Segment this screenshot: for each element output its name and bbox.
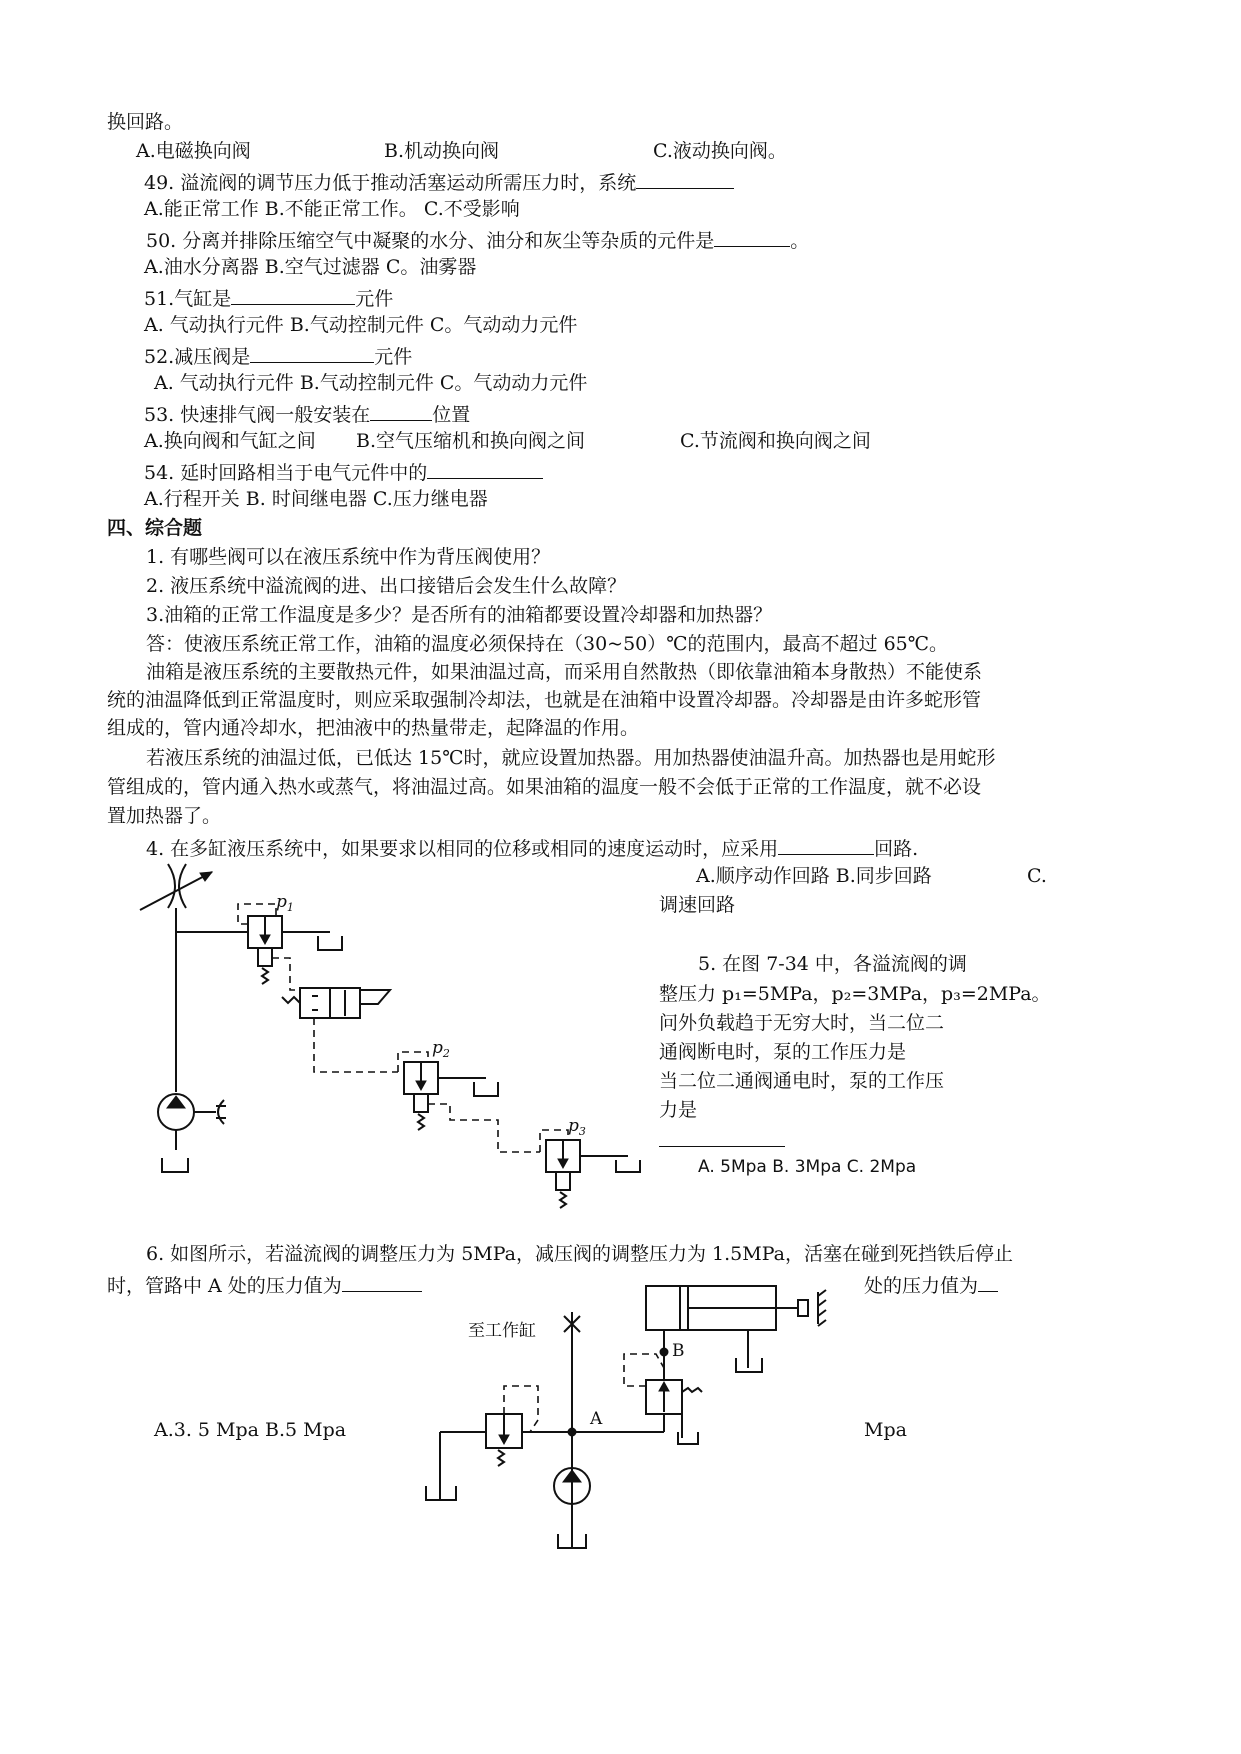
q49-text: 49. 溢流阀的调节压力低于推动活塞运动所需压力时，系统 [144, 170, 734, 195]
q5-line3: 问外负载趋于无穷大时，当二位二 [659, 1012, 945, 1034]
label-p1: $p_1$ [276, 892, 294, 914]
q54-options: A.行程开关 B. 时间继电器 C.压力继电器 [144, 488, 488, 510]
comprehensive-q4: 4. 在多缸液压系统中，如果要求以相同的位移或相同的速度运动时，应采用 回路. [146, 838, 919, 860]
q53-option-c: C.节流阀和换向阀之间 [680, 430, 871, 452]
q6-unit: Mpa [864, 1419, 907, 1441]
q49-options: A.能正常工作 B.不能正常工作。 C.不受影响 [144, 198, 520, 220]
line-continuation: 换回路。 [107, 111, 184, 133]
answer-para1-line3: 组成的，管内通冷却水，把油液中的热量带走，起降温的作用。 [107, 717, 640, 739]
answer-para1-line1: 油箱是液压系统的主要散热元件，如果油温过高，而采用自然散热（即依靠油箱本身散热）不能使系 [146, 661, 983, 683]
q4-option-c-text: 调速回路 [659, 894, 736, 916]
comprehensive-q2: 2. 液压系统中溢流阀的进、出口接错后会发生什么故障？ [146, 575, 627, 597]
q5-line5: 当二位二通阀通电时，泵的工作压 [659, 1070, 945, 1092]
answer-para2-line2: 管组成的，管内通入热水或蒸气，将油温过高。如果油箱的温度一般不会低于正常的工作温度，就不必设 [107, 776, 982, 798]
answer-para1-line2: 统的油温降低到正常温度时，则应采取强制冷却法，也就是在油箱中设置冷却器。冷却器是由许多蛇形管 [107, 689, 982, 711]
q4-option-c-letter: C. [1027, 865, 1047, 887]
section-heading: 四、综合题 [107, 517, 203, 539]
relief-valve [426, 1386, 538, 1500]
q52-options: A. 气动执行元件 B.气动控制元件 C。气动动力元件 [154, 372, 588, 394]
q53-option-b: B.空气压缩机和换向阀之间 [356, 430, 586, 452]
q6-options: A.3. 5 Mpa B.5 Mpa [154, 1419, 347, 1441]
label-p3: $p_3$ [568, 1116, 586, 1138]
label-p2: $p_2$ [432, 1038, 450, 1060]
q48-option-a: A.电磁换向阀 [136, 140, 251, 162]
q48-option-c: C.液动换向阀。 [653, 140, 787, 162]
q50-options: A.油水分离器 B.空气过滤器 C。油雾器 [144, 256, 477, 278]
q54-text: 54. 延时回路相当于电气元件中的 [144, 460, 543, 485]
q51-text: 51.气缸是 元件 [144, 288, 394, 310]
q53-text: 53. 快速排气阀一般安装在 位置 [144, 404, 471, 426]
answer-para2-line3: 置加热器了。 [107, 805, 222, 827]
q6-line2: 时，管路中 A 处的压力值为 [107, 1273, 422, 1298]
q5-options: A. 5Mpa B. 3Mpa C. 2Mpa [698, 1157, 917, 1177]
q6-line2-right: 处的压力值为 [864, 1273, 998, 1298]
label-b: B [672, 1341, 685, 1361]
q52-text: 52.减压阀是 元件 [144, 346, 413, 368]
label-to-cylinder: 至工作缸 [468, 1321, 536, 1341]
q53-option-a: A.换向阀和气缸之间 [144, 430, 316, 452]
comprehensive-q1: 1. 有哪些阀可以在液压系统中作为背压阀使用？ [146, 546, 551, 568]
q48-option-b: B.机动换向阀 [384, 140, 500, 162]
comprehensive-q3: 3.油箱的正常工作温度是多少？是否所有的油箱都要设置冷却器和加热器？ [146, 604, 773, 626]
q51-options: A. 气动执行元件 B.气动控制元件 C。气动动力元件 [144, 314, 578, 336]
q5-line4: 通阀断电时，泵的工作压力是 [659, 1041, 907, 1063]
q50-text: 50. 分离并排除压缩空气中凝聚的水分、油分和灰尘等杂质的元件是 。 [146, 230, 810, 252]
q5-line6: 力是 [659, 1099, 698, 1121]
q6-line1: 6. 如图所示，若溢流阀的调整压力为 5MPa，减压阀的调整压力为 1.5MPa，活塞在碰到死挡铁后停止 [146, 1243, 1013, 1265]
q5-line2: 整压力 p₁=5MPa，p₂=3MPa，p₃=2MPa。 [659, 983, 1051, 1005]
pressure-reducing-valve [624, 1330, 702, 1444]
label-a: A [590, 1409, 603, 1429]
q5-line1: 5. 在图 7-34 中，各溢流阀的调 [698, 953, 967, 975]
q3-answer: 答：使液压系统正常工作，油箱的温度必须保持在（30~50）℃的范围内，最高不超过 65℃。 [146, 633, 949, 655]
q4-options: A.顺序动作回路 B.同步回路 [696, 865, 932, 887]
answer-para2-line1: 若液压系统的油温过低，已低达 15℃时，就应设置加热器。用加热器使油温升高。加热器也是用蛇形 [146, 747, 996, 769]
